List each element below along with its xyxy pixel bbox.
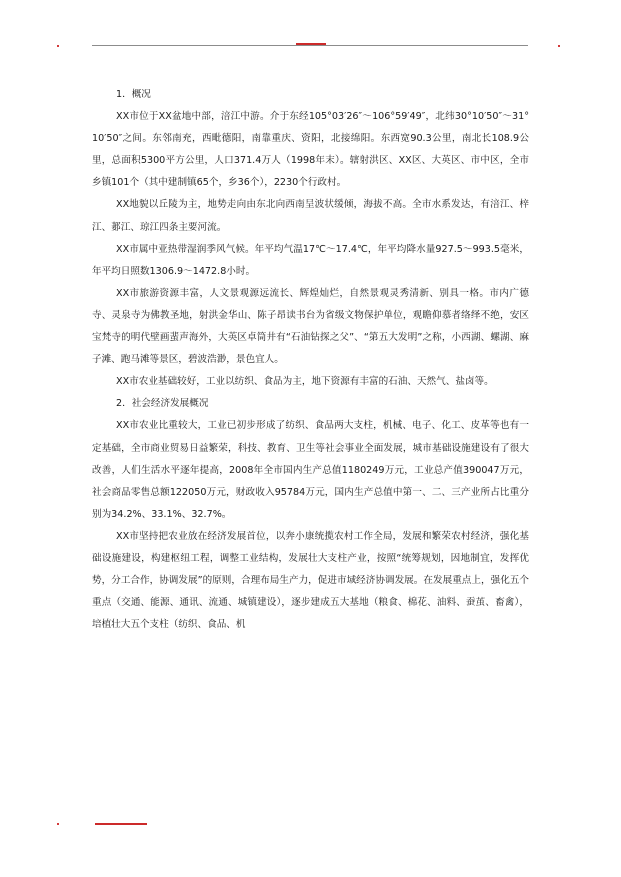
document-body — [92, 84, 529, 636]
paragraph: XX市位于XX盆地中部，涪江中游。介于东经105°03′26″～106°59′49″，北纬30°10′50″～31°10′50″之间。东邻南充，西毗德阳，南靠重庆、资阳，北接绵阳。东西宽90.3公里，南北长108.9公里，总面积5300平方公里，人口371.4万人（1998年末）。辖射洪区、XX区、大英区、市中区，全市乡镇101个（其中建制镇65个，乡36个），2230个行政村。 — [92, 111, 529, 189]
header-rule — [92, 45, 528, 46]
margin-dot — [558, 45, 560, 47]
section-heading: 2．社会经济发展概况 — [116, 398, 209, 410]
footer-accent-mark — [95, 823, 147, 825]
paragraph: XX市农业比重较大，工业已初步形成了纺织、食品两大支柱，机械、电子、化工、皮革等也有一定基础，全市商业贸易日益繁荣，科技、教育、卫生等社会事业全面发展，城市基础设施建设有了很大改善，人们生活水平逐年提高，2008年全市国内生产总值1180249万元，工业总产值390047万元，社会商品零售总额122050万元，财政收入95784万元，国内生产总值中第一、二、三产业所占比重分别为34.2%、33.1%、32.7%。 — [92, 420, 529, 520]
paragraph: XX市坚持把农业放在经济发展首位，以奔小康统揽农村工作全局，发展和繁荣农村经济，强化基础设施建设，构建枢纽工程，调整工业结构，发展壮大支柱产业，按照“统筹规划，因地制宜，发挥优势，分工合作，协调发展”的原则，合理布局生产力，促进市域经济协调发展。在发展重点上，强化五个重点（交通、能源、通讯、流通、城镇建设），逐步建成五大基地（粮食、棉花、油料、蚕茧、畜禽），培植壮大五个支柱（纺织、食品、机 — [92, 530, 529, 631]
margin-dot — [57, 823, 59, 825]
paragraph: XX市农业基础较好，工业以纺织、食品为主，地下资源有丰富的石油、天然气、盐卤等。 — [116, 376, 494, 388]
margin-dot — [57, 45, 59, 47]
paragraph: XX市旅游资源丰富，人文景观源远流长、辉煌灿烂，自然景观灵秀清新、别具一格。市内广德寺、灵泉寺为佛教圣地，射洪金华山、陈子昂读书台为省级文物保护单位，观瞻仰慕者络绎不绝，安区宝梵寺的明代壁画蜚声海外，大英区卓筒井有“石油钻探之父”、“第五大发明”之称，小西湖、螺湖、麻子滩、跑马滩等景区，碧波浩渺，景色宜人。 — [92, 287, 529, 366]
paragraph: XX市属中亚热带湿润季风气候。年平均气温17℃～17.4℃，年平均降水量927.5～993.5毫米，年平均日照数1306.9～1472.8小时。 — [92, 243, 529, 277]
paragraph: XX地貌以丘陵为主，地势走向由东北向西南呈波状缓倾，海拔不高。全市水系发达，有涪江、梓江、郪江、琼江四条主要河流。 — [92, 199, 529, 233]
header-accent-mark — [296, 43, 326, 45]
section-heading: 1．概况 — [116, 89, 151, 100]
